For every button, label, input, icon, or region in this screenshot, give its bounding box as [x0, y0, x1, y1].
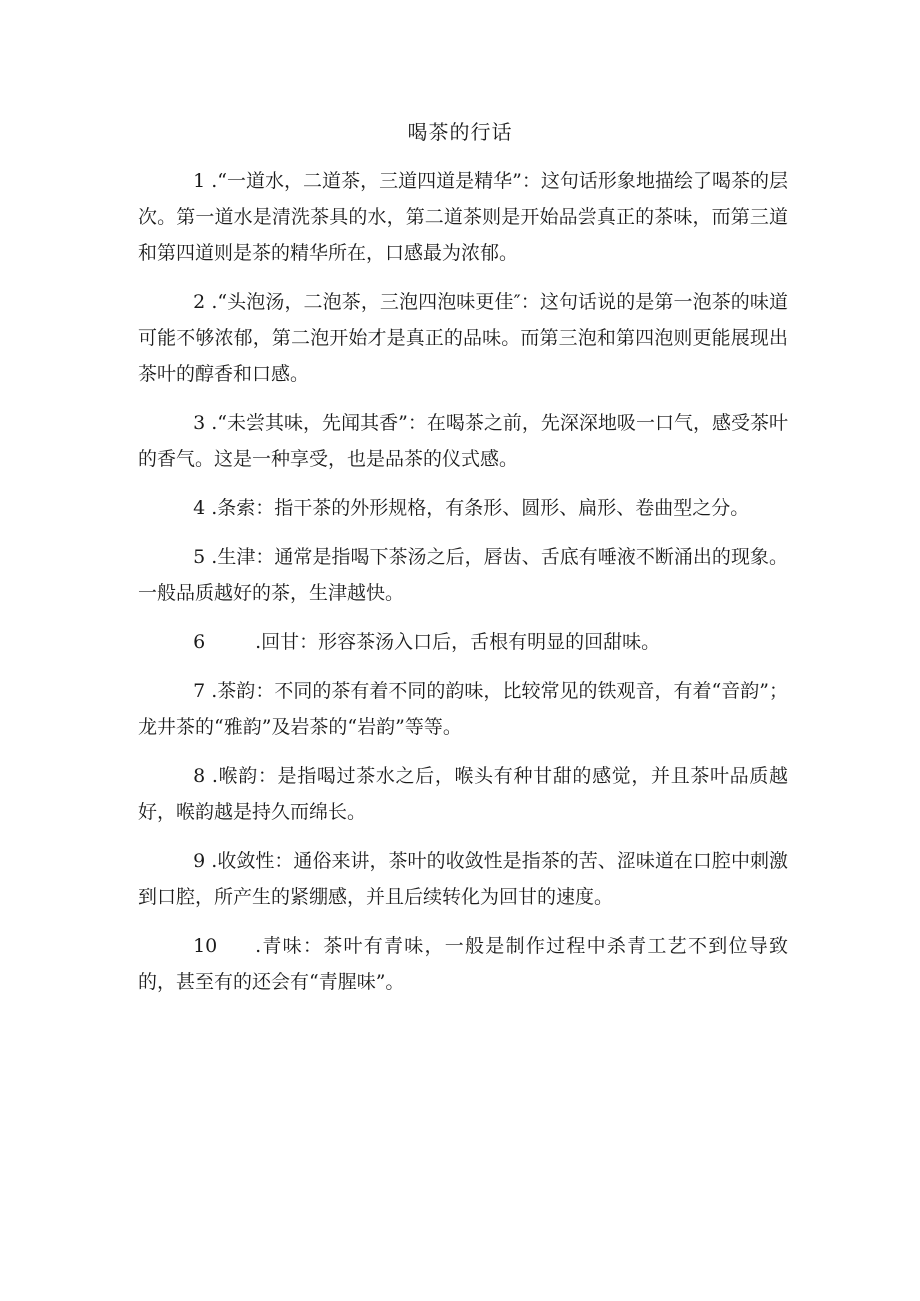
document-title: 喝茶的行话 [407, 120, 513, 144]
item-number: 5 [193, 546, 206, 568]
item-number: 3 [193, 412, 206, 434]
list-item [138, 490, 788, 526]
item-text: .茶韵：不同的茶有着不同的韵味，比较常见的铁观音，有着“音韵”；龙井茶的“雅韵”及岩茶的“岩韵”等等。 [138, 680, 789, 738]
item-text: .“头泡汤，二泡茶，三泡四泡味更佳″：这句话说的是第一泡茶的味道可能不够浓郁，第二泡开始才是真正的品味。而第三泡和第四泡则更能展现出茶叶的醇香和口感。 [138, 291, 788, 385]
item-text: .生津：通常是指喝下茶汤之后，唇齿、舌底有唾液不断涌出的现象。一般品质越好的茶，生津越快。 [138, 546, 789, 604]
item-text: .条索：指干茶的外形规格，有条形、圆形、扁形、卷曲型之分。 [211, 497, 750, 519]
list-item [138, 539, 788, 611]
item-number: 6 [193, 631, 206, 653]
item-text: .收敛性：通俗来讲，茶叶的收敛性是指茶的苦、涩味道在口腔中刺激到口腔，所产生的紧绷感，并且后续转化为回甘的速度。 [138, 850, 789, 908]
item-number: 7 [193, 680, 206, 702]
item-text: .喉韵：是指喝过茶水之后，喉头有种甘甜的感觉，并且茶叶品质越好，喉韵越是持久而绵长。 [138, 765, 788, 823]
item-number: 2 [193, 291, 206, 313]
item-text: .回甘：形容茶汤入口后，舌根有明显的回甜味。 [255, 631, 661, 653]
list-item [138, 843, 788, 915]
list-item [138, 405, 788, 477]
item-number: 9 [193, 850, 206, 872]
list-item [138, 284, 788, 392]
item-number: 4 [193, 497, 206, 519]
item-text: .“一道水，二道茶，三道四道是精华”：这句话形象地描绘了喝茶的层次。第一道水是清洗茶具的水，第二道茶则是开始品尝真正的茶味，而第三道和第四道则是茶的精华所在，口感最为浓郁。 [138, 170, 789, 264]
item-number: 8 [193, 765, 206, 787]
list-item [138, 673, 788, 745]
item-text: .青味：茶叶有青味，一般是制作过程中杀青工艺不到位导致的，甚至有的还会有“青腥味”。 [138, 935, 788, 993]
document-body [138, 163, 788, 1013]
item-number: 10 [193, 935, 218, 957]
item-number: 1 [193, 170, 206, 192]
list-item [138, 928, 788, 1000]
list-item [138, 624, 788, 660]
item-text: .“未尝其味，先闻其香”：在喝茶之前，先深深地吸一口气，感受茶叶的香气。这是一种享受，也是品茶的仪式感。 [138, 412, 789, 470]
list-item [138, 758, 788, 830]
list-item [138, 163, 788, 271]
